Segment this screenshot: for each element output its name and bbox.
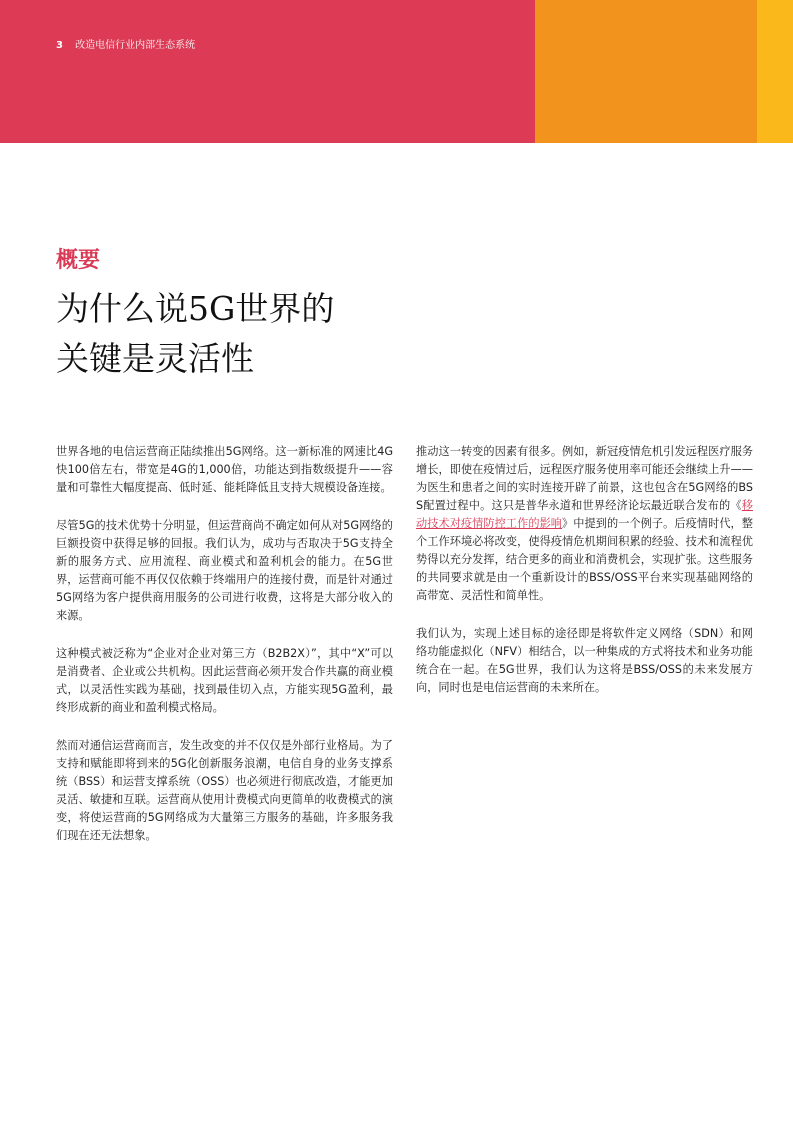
right-paragraph-1-text-start: 推动这一转变的因素有很多。例如，新冠疫情危机引发远程医疗服务增长，即使在疫情过后，远程医疗服务使用率可能还会继续上升——为医生和患者之间的实时连接开辟了前景，这也包含在5G网络的BSS配置过程中。这只是普华永道和世界经济论坛最近联合发布的《 <box>416 445 753 512</box>
page-number: 3 <box>56 40 63 51</box>
left-column <box>56 443 393 865</box>
right-paragraph-1-text-end: 》中提到的一个例子。后疫情时代，整个工作环境必将改变，使得疫情危机期间积累的经验、技术和流程优势得以充分发挥，结合更多的商业和消费机会，实现扩张。这些服务的共同要求就是由一个重新设计的BSS/OSS平台来实现基础网络的高带宽、灵活性和简单性。 <box>416 517 753 602</box>
banner-orange-block <box>535 0 757 143</box>
banner-red-block <box>0 0 535 143</box>
section-label: 概要 <box>56 248 101 273</box>
left-paragraph-1: 世界各地的电信运营商正陆续推出5G网络。这一新标准的网速比4G快100倍左右，带宽是4G的1,000倍，功能达到指数级提升——容量和可靠性大幅度提高、低时延、能耗降低且支持大规模设备连接。 <box>56 445 393 494</box>
left-paragraph-2: 尽管5G的技术优势十分明显，但运营商尚不确定如何从对5G网络的巨额投资中获得足够的回报。我们认为，成功与否取决于5G支持全新的服务方式、应用流程、商业模式和盈利机会的能力。在5G世界，运营商可能不再仅仅依赖于终端用户的连接付费，而是针对通过5G网络为客户提供商用服务的公司进行收费，这将是大部分收入的来源。 <box>56 519 393 622</box>
left-paragraph-3: 这种模式被泛称为“企业对企业对第三方（B2B2X）”，其中“X”可以是消费者、企业或公共机构。因此运营商必须开发合作共赢的商业模式，以灵活性实践为基础，找到最佳切入点，方能实现5G盈利，最终形成新的商业和盈利模式格局。 <box>56 647 393 714</box>
page-title <box>56 284 476 384</box>
report-link[interactable]: 移动技术对疫情防控工作的影响 <box>416 499 753 530</box>
right-paragraph-1 <box>416 443 753 605</box>
page-title-line-2: 关键是灵活性 <box>56 339 254 378</box>
running-header <box>56 36 195 51</box>
left-paragraph-4: 然而对通信运营商而言，发生改变的并不仅仅是外部行业格局。为了支持和赋能即将到来的5G化创新服务浪潮，电信自身的业务支撑系统（BSS）和运营支撑系统（OSS）也必须进行彻底改造，才能更加灵活、敏捷和互联。运营商从使用计费模式向更简单的收费模式的演变，将使运营商的5G网络成为大量第三方服务的基础，许多服务我们现在还无法想象。 <box>56 739 393 842</box>
banner-yellow-block <box>757 0 793 143</box>
header-banner <box>0 0 793 143</box>
running-title: 改造电信行业内部生态系统 <box>75 40 196 51</box>
right-column <box>416 443 753 717</box>
right-paragraph-2: 我们认为，实现上述目标的途径即是将软件定义网络（SDN）和网络功能虚拟化（NFV）相结合，以一种集成的方式将技术和业务功能统合在一起。在5G世界，我们认为这将是BSS/OSS的未来发展方向，同时也是电信运营商的未来所在。 <box>416 627 753 694</box>
page-title-line-1: 为什么说5G世界的 <box>56 289 335 328</box>
